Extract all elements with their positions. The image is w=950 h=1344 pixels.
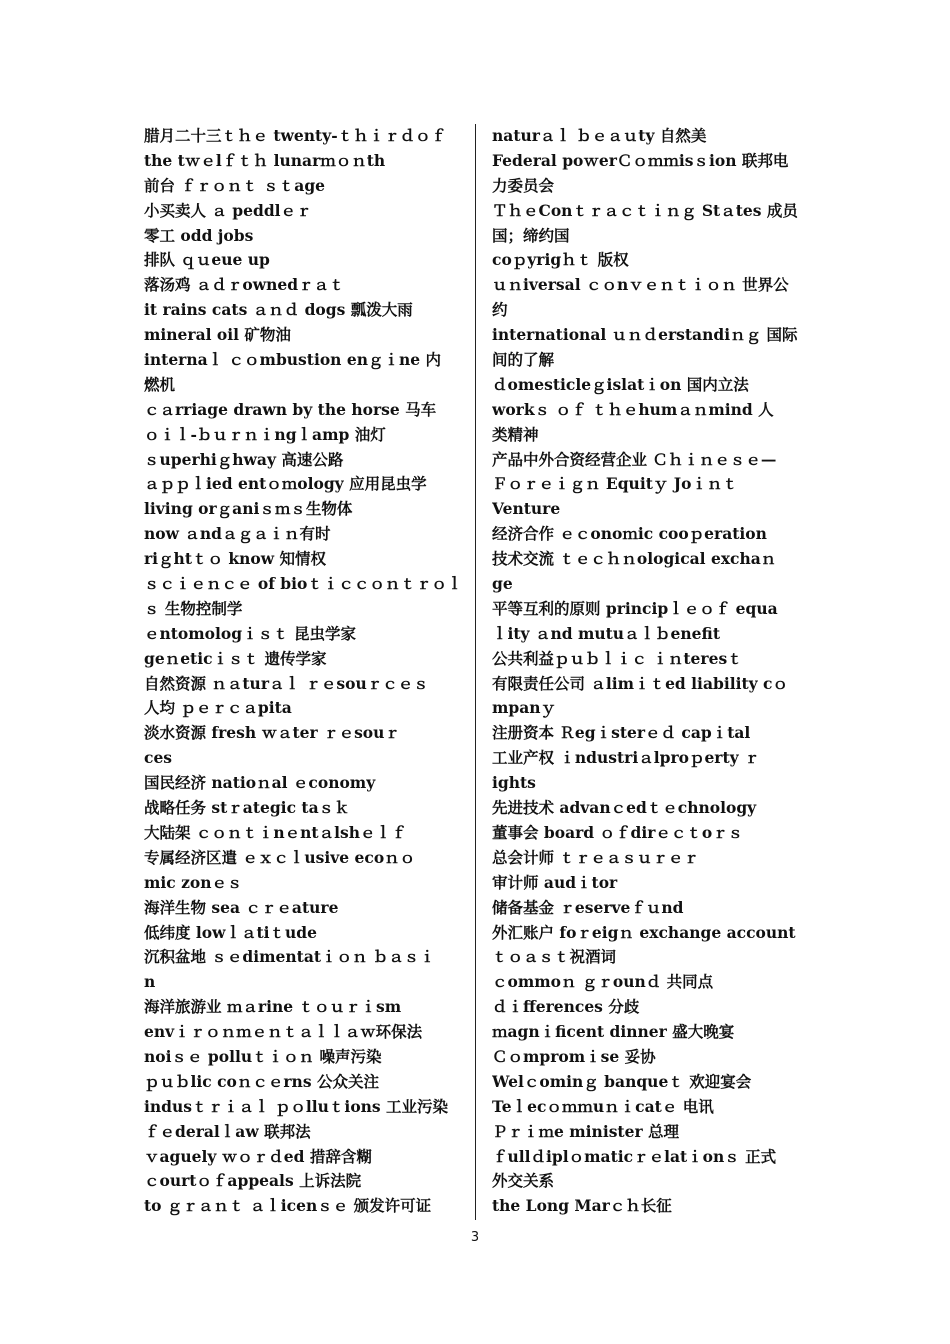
entry-line: ｕｎiversal ｃｏnｖｅｎｔｉｏｎ 世界公 <box>492 275 789 295</box>
entry-line: 先进技术 advanｃedｔｅchnology <box>492 798 757 818</box>
entry-line: international ｕｎｄerstandiｎｇ 国际 <box>492 325 798 345</box>
entry-line: 审计师 audｉtor <box>492 872 618 892</box>
entry-line: 国民经济 natioｎal ｅconomy <box>144 773 376 793</box>
entry-line: coｐyrigｈｔ 版权 <box>492 250 629 270</box>
right-column <box>492 124 810 1219</box>
entry-line: it rains cats ａｎｄ dogs 瓢泼大雨 <box>144 300 413 320</box>
entry-line: ｄｉfferences 分歧 <box>492 997 640 1017</box>
entry-line: geｎeticｉｓｔ 遗传学家 <box>144 648 327 668</box>
entry-line: ｃourtｏｆappeals 上诉法院 <box>144 1171 362 1191</box>
entry-line: mineral oil 矿物油 <box>144 325 291 345</box>
entry-line: 力委员会 <box>492 175 555 195</box>
entry-line: the tｗｅlｆｔｈ lunarｍｏｎth <box>144 150 386 170</box>
entry-line: 公共利益ｐｕｂｌｉｃ ｉｎteresｔ <box>492 648 743 668</box>
entry-line: 产品中外合资经营企业 Ｃｈｉｎｅｓｅ— <box>492 449 777 469</box>
entry-line: Teｌecｏｍｍuｎｉcatｅ 电讯 <box>492 1096 714 1116</box>
column-divider <box>475 124 476 1220</box>
entry-line: ｄomesticleｇislatｉon 国内立法 <box>492 374 749 394</box>
entry-line: ＴｈｅConｔｒａｃｔｉｎｇ Stａtes 成员 <box>492 200 798 220</box>
entry-line: 大陆架 ｃｏｎｔｉnｅntａlshｅｌｆ <box>144 822 407 842</box>
entry-line: 外汇账户 foｒeigｎ exchange account <box>492 922 796 942</box>
entry-line: ｆullｄiplｏmaticｒｅlatｉonｓ 正式 <box>492 1146 777 1166</box>
left-column <box>144 124 462 1219</box>
entry-line: 外交关系 <box>492 1171 555 1191</box>
entry-line: ｐｕｂlic coｎｃｅrns 公众关注 <box>144 1071 379 1091</box>
entry-line: 国；缔约国 <box>492 225 570 245</box>
entry-line: 落汤鸡 ａｄｒownedｒａｔ <box>144 275 345 295</box>
entry-line: ces <box>144 748 173 768</box>
entry-line: now ａndａｇａｉｎ有时 <box>144 524 331 544</box>
entry-line: Ｆｏｒｅｉｇｎ Equitｙ Joｉｎｔ <box>492 474 738 494</box>
entry-line: envｉｒｏｎｍｅｎｔａｌｌａｗ环保法 <box>144 1022 423 1042</box>
entry-line: 战略任务 stｒategic taｓｋ <box>144 798 350 818</box>
entry-line: 间的了解 <box>492 350 555 370</box>
entry-line: ｃａrriage drawn by the horse 马车 <box>144 399 437 419</box>
entry-line: 董事会 board ｏｆdirｅｃｔoｒｓ <box>492 822 744 842</box>
entry-line: workｓ ｏｆ ｔｈｅhumａｎmind 人 <box>492 399 774 419</box>
entry-line: ights <box>492 773 536 793</box>
entry-line: 类精神 <box>492 424 539 444</box>
entry-line: ｍagnｉficent dinner 盛大晚宴 <box>492 1022 735 1042</box>
entry-line: mic zonｅｓ <box>144 872 243 892</box>
entry-line: 有限责任公司 ａlimｉｔed liability cｏ <box>492 673 788 693</box>
entry-line: naturａｌ ｂｅａｕty 自然美 <box>492 126 707 145</box>
page-number: 3 <box>470 1230 480 1245</box>
entry-line: Ｐｒｉｍe minister 总理 <box>492 1121 680 1141</box>
entry-line: 平等互利的原则 principｌｅｏｆ equa <box>492 598 778 618</box>
entry-line: ｔｏａｓｔ祝酒词 <box>492 947 617 967</box>
entry-line: Ｃｏmpromｉse 妥协 <box>492 1046 656 1066</box>
entry-line: internaｌ ｃｏmbustion enｇｉne 内 <box>144 350 441 370</box>
entry-line: living orｇaniｓｍｓ生物体 <box>144 499 353 519</box>
entry-line: 前台 ｆｒｏｎｔ ｓｔage <box>144 175 326 195</box>
entry-line: 自然资源 ｎａturａｌ ｒｅsouｒｃｅｓ <box>144 673 429 693</box>
entry-line: 工业产权 ｉndustriａlproｐerty ｒ <box>492 748 760 768</box>
entry-line: the Long Marｃｈ长征 <box>492 1196 672 1216</box>
entry-line: indusｔｒｉａｌ ｐｏlluｔions 工业污染 <box>144 1096 449 1116</box>
entry-line: 排队 ｑｕeue up <box>144 250 270 270</box>
entry-line: 储备基金 ｒeserveｆｕnd <box>492 897 684 917</box>
entry-line: 注册资本 Ｒegｉsterｅｄ capｉtal <box>492 723 751 743</box>
entry-line: noiｓｅ polluｔｉｏｎ 噪声污染 <box>144 1046 382 1066</box>
entry-line: 海洋旅游业 ｍａrine ｔｏｕｒｉsm <box>144 997 402 1017</box>
entry-line: ｅntomologｉｓｔ 昆虫学家 <box>144 623 356 643</box>
entry-line: n <box>144 972 156 992</box>
entry-line: ｓuperhiｇhway 高速公路 <box>144 449 344 469</box>
entry-line: 沉积盆地 ｓｅdimentatｉｏｎ ｂａｓｉ <box>144 947 435 967</box>
entry-line: ａｐｐｌied entｏｍology 应用昆虫学 <box>144 474 427 494</box>
entry-line: 经济合作 ｅｃonoｍic cooｐeration <box>492 524 767 544</box>
entry-line: 人均 ｐｅｒｃａpita <box>144 698 292 718</box>
entry-line: ｃommoｎ ｇｒounｄ 共同点 <box>492 972 714 992</box>
entry-line: ge <box>492 574 513 594</box>
entry-line: 燃机 <box>144 374 176 394</box>
entry-line: ｓ 生物控制学 <box>144 598 243 618</box>
entry-line: ｓｃｉｅｎｃｅ of bioｔｉｃｃｏｎｔｒｏｌ <box>144 574 462 594</box>
entry-line: mpanｙ <box>492 698 557 718</box>
entry-line: Federal poｗerＣｏｍｍisｓion 联邦电 <box>492 150 789 170</box>
entry-line: riｇhtｔｏ know 知情权 <box>144 549 326 569</box>
entry-line: 专属经济区遣 ｅｘｃｌusive ecoｎｏ <box>144 847 416 867</box>
entry-line: 小买卖人 ａ peddlｅｒ <box>144 200 312 220</box>
entry-line: 海洋生物 sea ｃｒｅature <box>144 897 339 917</box>
entry-line: 约 <box>492 300 508 320</box>
entry-line: ｌity ａnd mutuａｌｂenefit <box>492 623 720 643</box>
entry-line: ｏｉｌ-ｂｕｒｎｉngｌamp 油灯 <box>144 424 386 444</box>
entry-line: 技术交流 ｔｅｃｈｎological exchaｎ <box>492 549 777 569</box>
entry-line: 零工 odd jobs <box>144 225 254 245</box>
entry-line: Welｃominｇ banqueｔ 欢迎宴会 <box>492 1071 752 1091</box>
entry-line: 总会计师 ｔｒｅａｓｕｒｅｒ <box>492 847 699 867</box>
entry-line: ｆｅderalｌaw 联邦法 <box>144 1121 311 1141</box>
entry-line: to ｇｒａｎｔ ａｌicenｓｅ 颁发许可证 <box>144 1196 432 1216</box>
entry-line: 腊月二十三ｔｈｅ twenty-ｔｈｉｒｄｏｆ <box>144 126 447 145</box>
entry-line: 淡水资源 fresh ｗａter ｒｅsouｒ <box>144 723 400 743</box>
entry-line: Venture <box>492 499 561 519</box>
entry-line: ｖaguely ｗｏｒｄed 措辞含糊 <box>144 1146 372 1166</box>
entry-line: 低纬度 lowｌａtiｔude <box>144 922 317 942</box>
